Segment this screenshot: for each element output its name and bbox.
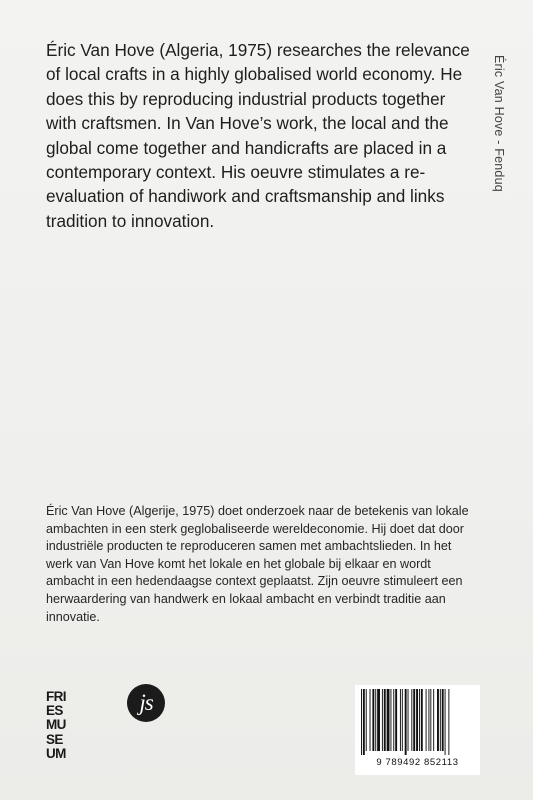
barcode-bar: [411, 689, 412, 751]
barcode-bar: [430, 689, 431, 751]
barcode-bar: [372, 689, 374, 751]
js-logo-text: js: [139, 690, 153, 715]
barcode-bar: [395, 689, 397, 751]
barcode-bar: [445, 689, 446, 755]
isbn-number: 9 789492 852113: [376, 757, 459, 768]
barcode-bar: [416, 689, 418, 751]
barcode-bar: [366, 689, 367, 751]
barcode-bar: [361, 689, 362, 755]
barcode-bar: [375, 689, 376, 751]
barcode-bar: [413, 689, 415, 751]
barcode-bar: [448, 689, 449, 755]
fries-museum-logo-line: ES: [46, 703, 63, 719]
barcode-bar: [428, 689, 429, 751]
dutch-description: Éric Van Hove (Algerije, 1975) doet onderzoek naar de betekenis van lokale ambachten in een sterk geglobaliseerde wereldeconomie. Hij doet dat door industriële producten te reproduceren samen met ambachtslieden. In het werk van Van Hove komt het lokale en het globale bij elkaar en wordt ambacht in een hedendaagse context geplaatst. Zijn oeuvre stimuleert een herwaardering van handwerk en lokaal ambacht en verbindt traditie aan innovatie.: [46, 504, 469, 624]
barcode-bar: [440, 689, 441, 751]
barcode-bar: [363, 689, 365, 755]
barcode-bar: [400, 689, 401, 751]
barcode-bar: [437, 689, 439, 751]
english-description: Éric Van Hove (Algeria, 1975) researches the relevance of local crafts in a highly globalised world economy. He does this by reproducing industrial products together with craftsmen. In Van Hove’s work, the local and the global come together and handicrafts are placed in a contemporary context. His oeuvre stimulates a re-evaluation of handiwork and craftsmanship and links tradition to innovation.: [46, 40, 470, 231]
barcode-bar: [377, 689, 380, 751]
barcode-bar: [405, 689, 407, 755]
barcode-bar: [393, 689, 394, 751]
fries-museum-logo-line: SE: [46, 731, 63, 747]
fries-museum-logo-line: FRI: [46, 689, 66, 704]
barcode-bar: [421, 689, 423, 751]
barcode: [355, 685, 480, 775]
spine-title: Éric Van Hove - Fenduq: [492, 55, 506, 192]
barcode-bar: [426, 689, 427, 751]
barcode-bar: [390, 689, 391, 751]
barcode-bar: [382, 689, 383, 751]
barcode-bar: [442, 689, 444, 751]
barcode-bar: [402, 689, 403, 751]
barcode-bars: [359, 689, 476, 755]
barcode-bar: [408, 689, 409, 751]
barcode-bar: [384, 689, 386, 751]
barcode-bar: [433, 689, 434, 751]
fries-museum-logo: [46, 690, 74, 761]
js-publisher-logo: [127, 684, 165, 722]
barcode-bar: [419, 689, 420, 751]
barcode-bar: [370, 689, 371, 751]
fries-museum-logo-line: MU: [46, 717, 66, 733]
barcode-bar: [387, 689, 390, 751]
fries-museum-logo-line: UM: [46, 745, 66, 761]
